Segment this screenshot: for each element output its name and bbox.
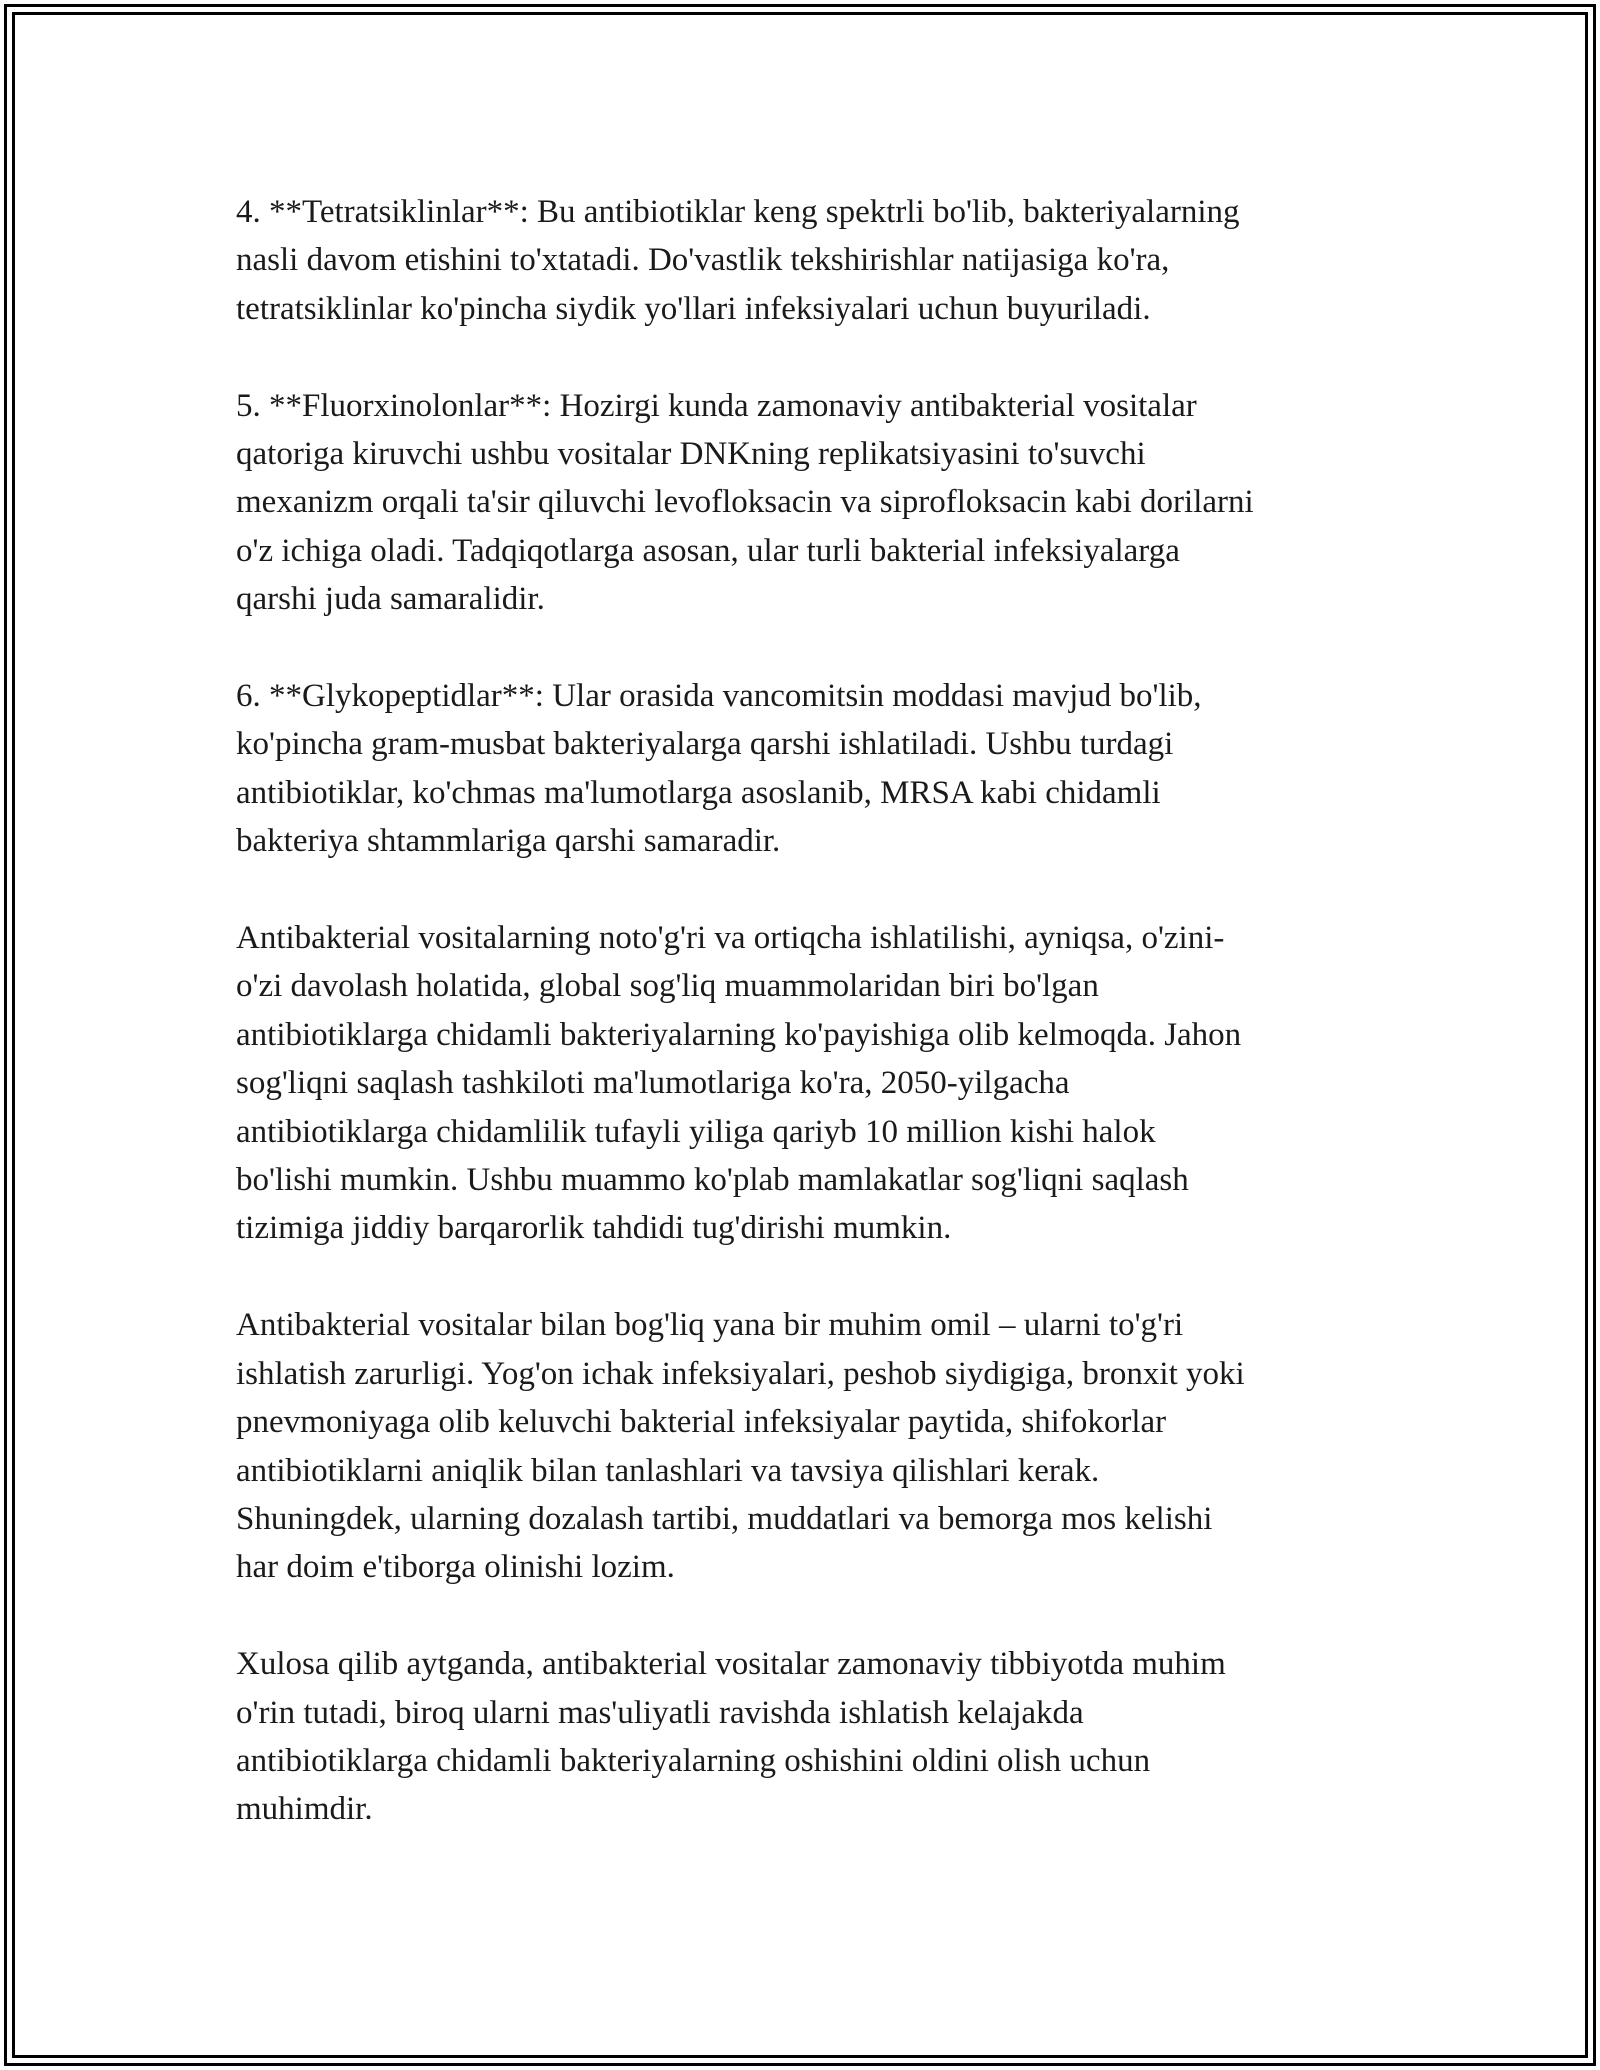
paragraph-misuse: Antibakterial vositalarning noto'g'ri va ortiqcha ishlatilishi, ayniqsa, o'zini- o'zi davolash holatida, global sog'liq muammolaridan biri bo'lgan antibiotiklarga chidamli bakteriyalarning ko'payishiga olib kelmoqda. Jahon sog'liqni saqlash tashkiloti ma'lumotlariga ko'ra, 2050-yilgacha antibiotiklarga chidamlilik tufayli yiliga qariyb 10 million kishi halok bo'lishi mumkin. Ushbu muammo ko'plab mamlakatlar sog'liqni saqlash tizimiga jiddiy barqarorlik tahdidi tug'dirishi mumkin. — [236, 920, 1242, 1247]
paragraph-conclusion: Xulosa qilib aytganda, antibakterial vositalar zamonaviy tibbiyotda muhim o'rin tutadi, biroq ularni mas'uliyatli ravishda ishlatish kelajakda antibiotiklarga chidamli bakteriyalarning oshishini oldini olish uchun muhimdir. — [236, 1646, 1226, 1828]
paragraph-glykopeptidlar: 6. **Glykopeptidlar**: Ular orasida vancomitsin moddasi mavjud bo'lib, ko'pincha gram-musbat bakteriyalarga qarshi ishlatiladi. Ushbu turdagi antibiotiklar, ko'chmas ma'lumotlarga asoslanib, MRSA kabi chidamli bakteriya shtammlariga qarshi samaradir. — [236, 678, 1202, 860]
paragraph-tetratsiklinlar: 4. **Tetratsiklinlar**: Bu antibiotiklar keng spektrli bo'lib, bakteriyalarning nasli davom etishini to'xtatadi. Do'vastlik tekshirishlar natijasiga ko'ra, tetratsiklinlar ko'pincha siydik yo'llari infeksiyalari uchun buyuriladi. — [236, 194, 1240, 327]
paragraph-proper-use: Antibakterial vositalar bilan bog'liq yana bir muhim omil – ularni to'g'ri ishlatish zarurligi. Yog'on ichak infeksiyalari, peshob siydigiga, bronxit yoki pnevmoniyaga olib keluvchi bakterial infeksiyalar paytida, shifokorlar antibiotiklarni aniqlik bilan tanlashlari va tavsiya qilishlari kerak. Shuningdek, ularning dozalash tartibi, muddatlari va bemorga mos kelishi har doim e'tiborga olinishi lozim. — [236, 1307, 1245, 1586]
document-body — [236, 188, 1376, 1882]
paragraph-fluorxinolonlar: 5. **Fluorxinolonlar**: Hozirgi kunda zamonaviy antibakterial vositalar qatoriga kiruvchi ushbu vositalar DNKning replikatsiyasini to'suvchi mexanizm orqali ta'sir qiluvchi levofloksacin va siprofloksacin kabi dorilarni o'z ichiga oladi. Tadqiqotlarga asosan, ular turli bakterial infeksiyalarga qarshi juda samaralidir. — [236, 387, 1254, 618]
